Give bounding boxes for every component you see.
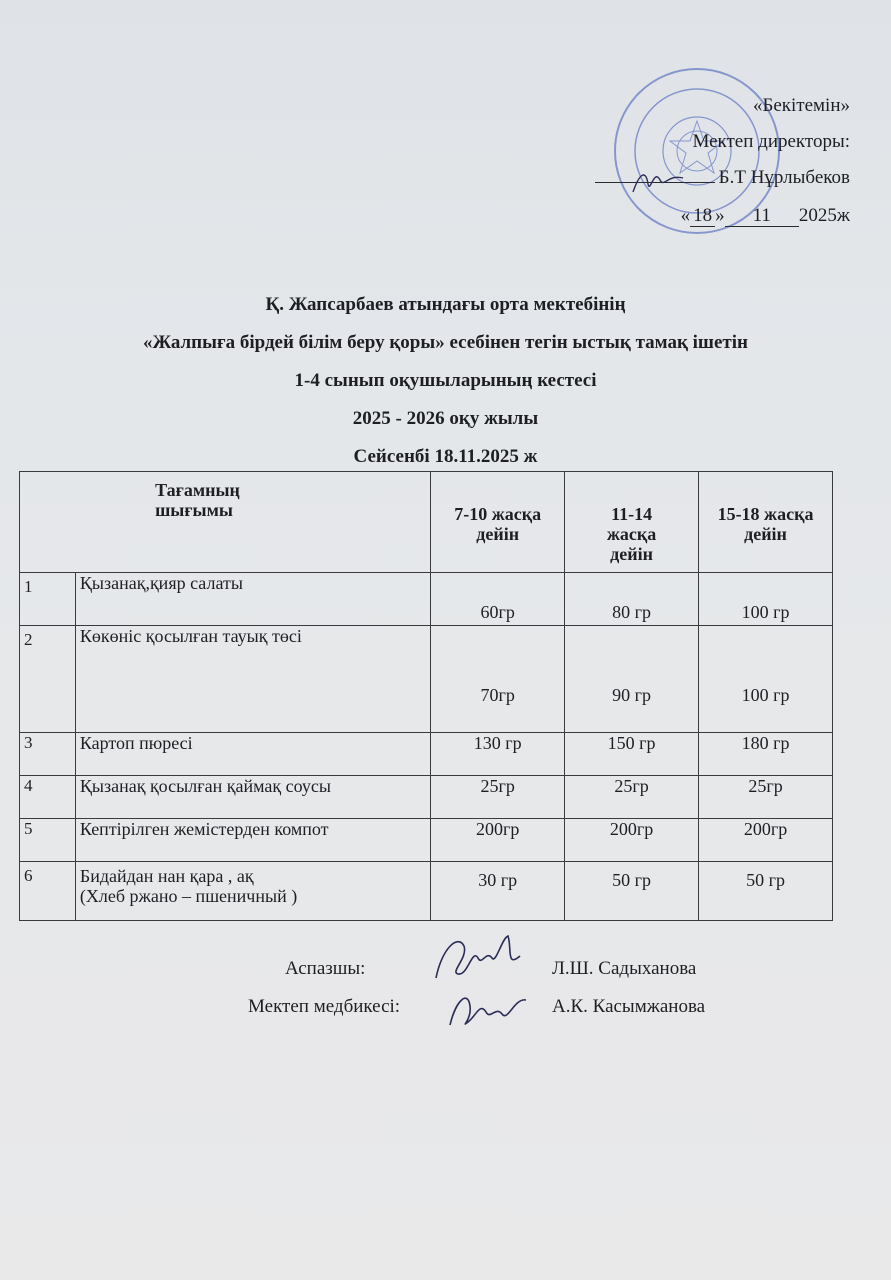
approval-date: « 18 » 11 2025ж	[680, 205, 850, 226]
date-day: 18	[690, 205, 715, 227]
title-line-4: 2025 - 2026 оқу жылы	[352, 408, 539, 429]
approval-heading: «Бекітемін»	[752, 95, 850, 116]
nurse-name: А.К. Касымжанова	[552, 996, 706, 1017]
table-row: 2 Көкөніс қосылған тауық төсі 70гр 90 гр 100 гр	[20, 626, 833, 733]
title-line-2: «Жалпыға бірдей білім беру қоры» есебінен тегін ыстық тамақ ішетін	[143, 332, 748, 353]
title-line-5: Сейсенбі 18.11.2025 ж	[353, 446, 538, 467]
table-row: 5 Кептірілген жемістерден компот 200гр 200гр 200гр	[20, 819, 833, 862]
director-signature	[628, 162, 688, 202]
approval-position: Мектеп директоры:	[692, 131, 850, 152]
document-title	[0, 286, 891, 476]
table-row: 1 Қызанақ,қияр салаты 60гр 80 гр 100 гр	[20, 573, 833, 626]
table-row: 6 Бидайдан нан қара , ақ (Хлеб ржано – пшеничный ) 30 гр 50 гр 50 гр	[20, 862, 833, 921]
approval-director-name: Б.Т Нұрлыбеков	[595, 167, 850, 189]
nurse-label: Мектеп медбикесі:	[248, 996, 401, 1017]
table-header-row	[20, 472, 833, 573]
date-month: 11	[725, 205, 799, 227]
nurse-signature	[440, 980, 530, 1035]
cook-name: Л.Ш. Садыханова	[552, 958, 697, 979]
title-line-3: 1-4 сынып оқушыларының кестесі	[294, 370, 597, 391]
header-age-15-18: 15-18 жасқа дейін	[699, 472, 833, 573]
header-food: Тағамның шығымы	[20, 472, 431, 573]
header-age-11-14: 11-14 жасқа дейін	[565, 472, 699, 573]
menu-table	[19, 471, 833, 921]
header-age-7-10: 7-10 жасқа дейін	[431, 472, 565, 573]
table-row: 4 Қызанақ қосылған қаймақ соусы 25гр 25гр 25гр	[20, 776, 833, 819]
cook-signature	[428, 928, 528, 988]
cook-label: Аспазшы:	[285, 958, 366, 979]
date-year: 2025ж	[798, 205, 850, 226]
title-line-1: Қ. Жапсарбаев атындағы орта мектебінің	[265, 294, 626, 315]
table-row: 3 Картоп пюресі 130 гр 150 гр 180 гр	[20, 733, 833, 776]
